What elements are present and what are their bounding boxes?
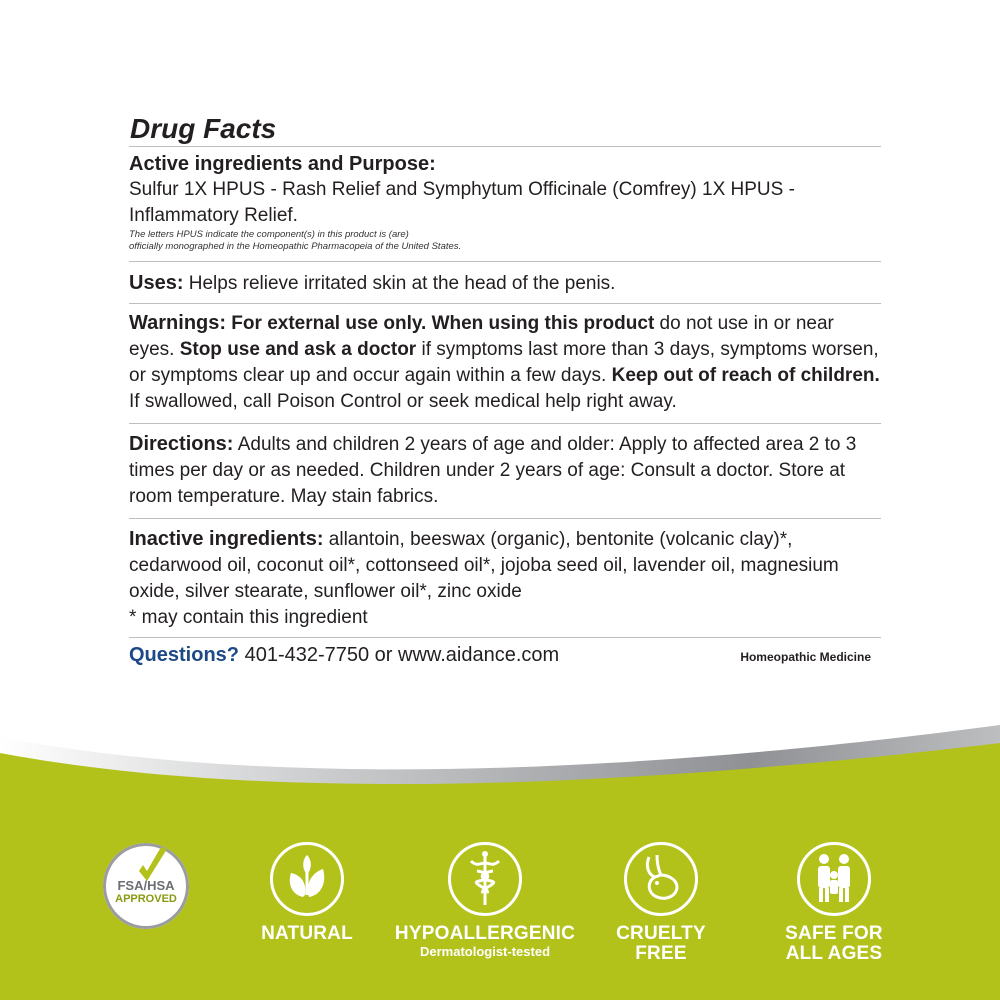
directions-heading: Directions: [129, 433, 234, 455]
uses-section [129, 262, 881, 303]
warnings-bold-3: Keep out of reach of children. [611, 365, 880, 386]
inactive-ingredients-section [129, 519, 881, 637]
safe-all-ages-line2: ALL AGES [785, 943, 883, 964]
active-ingredients-section [129, 147, 881, 261]
directions-text: Adults and children 2 years of age and older: Apply to affected area 2 to 3 times per day or as needed. Children under 2 years of age: Consult a doctor. Store at room temperature. May stain fabrics. [129, 434, 857, 507]
inactive-ingredients-heading: Inactive ingredients: [129, 528, 324, 550]
natural-circle [270, 842, 344, 916]
family-icon [800, 845, 868, 913]
drug-facts-title: Drug Facts [130, 113, 277, 144]
cruelty-free-line1: CRUELTY [616, 923, 706, 944]
hypoallergenic-badge [380, 842, 590, 959]
active-ingredients-text: Sulfur 1X HPUS - Rash Relief and Symphytum Officinale (Comfrey) 1X HPUS - Inflammatory Relief. [129, 179, 795, 226]
feature-band [0, 725, 1000, 1000]
cruelty-free-line2: FREE [635, 943, 687, 964]
fsa-hsa-line1: FSA/HSA [117, 878, 175, 893]
warnings-bold-1: For external use only. When using this product [226, 313, 655, 334]
uses-text: Helps relieve irritated skin at the head of the penis. [183, 273, 616, 294]
warnings-text-2: if symptoms last more than 3 days, symptoms worsen, or symptoms clear up and occur again within a few days. [129, 339, 879, 386]
directions-section [129, 424, 881, 518]
uses-heading: Uses: [129, 272, 184, 294]
fsa-hsa-line2: APPROVED [115, 893, 177, 905]
questions-line [129, 644, 559, 667]
fsa-hsa-badge [96, 843, 196, 929]
questions-label: Questions? [129, 644, 240, 666]
warnings-text-1: do not use in or near eyes. [129, 313, 834, 360]
natural-label: NATURAL [261, 923, 353, 944]
cruelty-free-circle [624, 842, 698, 916]
fsa-hsa-seal [103, 843, 189, 929]
warnings-section [129, 304, 881, 423]
questions-contact: 401-432-7750 or www.aidance.com [239, 644, 560, 666]
homeopathic-medicine-label: Homeopathic Medicine [740, 650, 871, 664]
natural-badge [248, 842, 366, 944]
hpus-note-line2: officially monographed in the Homeopathic Pharmacopeia of the United States. [129, 241, 462, 252]
leaf-icon [273, 845, 341, 913]
warnings-text-3: If swallowed, call Poison Control or seek medical help right away. [129, 391, 677, 412]
inactive-ingredients-text: allantoin, beeswax (organic), bentonite (volcanic clay)*, cedarwood oil, coconut oil*, cottonseed oil*, jojoba seed oil, lavender oil, magnesium oxide, silver stearate, sunflower oil*, zinc oxide [129, 529, 839, 602]
warnings-bold-2: Stop use and ask a doctor [179, 339, 417, 360]
inactive-footnote: * may contain this ingredient [129, 607, 368, 628]
hypoallergenic-label: HYPOALLERGENIC [394, 923, 576, 944]
rabbit-icon [627, 845, 695, 913]
safe-all-ages-circle [797, 842, 871, 916]
safe-all-ages-badge [760, 842, 908, 964]
hypoallergenic-sub: Dermatologist-tested [419, 944, 551, 959]
active-ingredients-heading: Active ingredients and Purpose: [129, 153, 436, 175]
hypoallergenic-circle [448, 842, 522, 916]
hpus-note-line1: The letters HPUS indicate the component(s) in this product is (are) [129, 229, 409, 240]
drug-facts-panel [129, 112, 881, 667]
warnings-heading: Warnings: [129, 312, 227, 334]
safe-all-ages-line1: SAFE FOR [785, 923, 883, 944]
questions-row [129, 638, 881, 667]
caduceus-icon [451, 845, 519, 913]
cruelty-free-badge [602, 842, 720, 964]
